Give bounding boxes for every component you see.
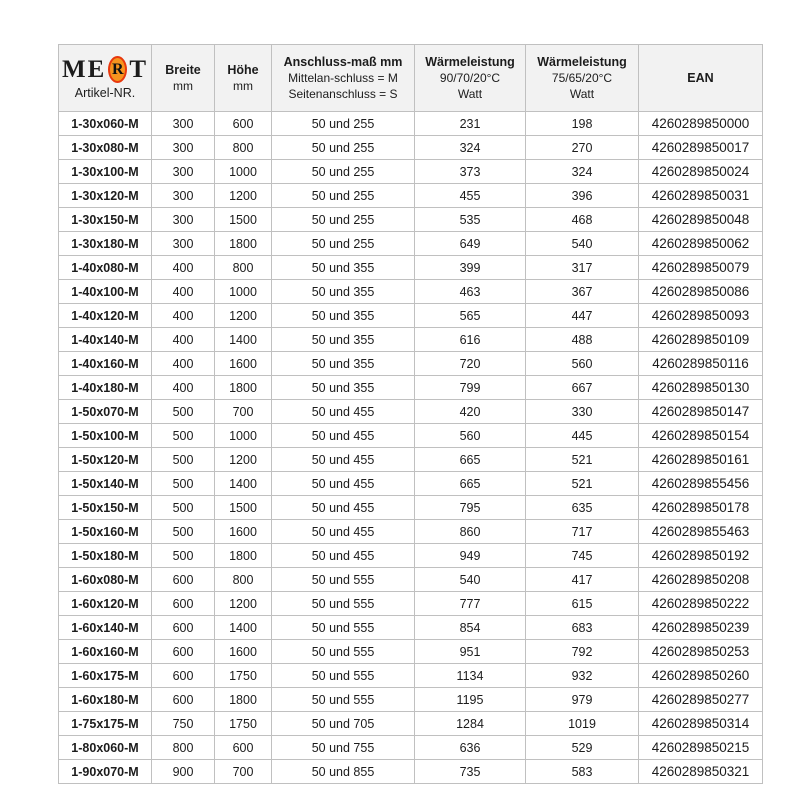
cell-ean: 4260289850178 [639, 496, 763, 520]
cell-ean: 4260289850321 [639, 760, 763, 784]
cell-artikel: 1-40x180-M [59, 376, 152, 400]
cell-breite: 800 [152, 736, 215, 760]
cell-breite: 400 [152, 280, 215, 304]
cell-anschluss: 50 und 455 [272, 544, 415, 568]
cell-ean: 4260289850215 [639, 736, 763, 760]
cell-artikel: 1-40x100-M [59, 280, 152, 304]
cell-hoehe: 800 [215, 568, 272, 592]
cell-hoehe: 1600 [215, 352, 272, 376]
cell-breite: 600 [152, 616, 215, 640]
cell-ean: 4260289850116 [639, 352, 763, 376]
cell-watt9070: 949 [415, 544, 526, 568]
table-row [59, 448, 763, 472]
cell-watt9070: 455 [415, 184, 526, 208]
cell-anschluss: 50 und 455 [272, 400, 415, 424]
cell-watt9070: 854 [415, 616, 526, 640]
cell-artikel: 1-60x140-M [59, 616, 152, 640]
cell-watt7565: 324 [526, 160, 639, 184]
table-row [59, 352, 763, 376]
cell-watt9070: 463 [415, 280, 526, 304]
cell-watt9070: 1134 [415, 664, 526, 688]
cell-watt7565: 317 [526, 256, 639, 280]
waerme9070-temp: 90/70/20°C [439, 71, 501, 85]
header-artikel-nr [59, 45, 152, 112]
cell-hoehe: 1500 [215, 208, 272, 232]
waerme7565-watt: Watt [569, 87, 595, 101]
table-row [59, 736, 763, 760]
cell-hoehe: 1750 [215, 712, 272, 736]
cell-breite: 600 [152, 664, 215, 688]
cell-breite: 300 [152, 160, 215, 184]
header-hoehe [215, 45, 272, 112]
cell-hoehe: 1500 [215, 496, 272, 520]
cell-breite: 600 [152, 640, 215, 664]
cell-breite: 400 [152, 328, 215, 352]
cell-hoehe: 1800 [215, 688, 272, 712]
table-row [59, 376, 763, 400]
cell-artikel: 1-30x100-M [59, 160, 152, 184]
cell-watt7565: 447 [526, 304, 639, 328]
cell-watt9070: 636 [415, 736, 526, 760]
cell-ean: 4260289850239 [639, 616, 763, 640]
header-waermeleistung-9070 [415, 45, 526, 112]
table-row [59, 280, 763, 304]
cell-artikel: 1-50x120-M [59, 448, 152, 472]
cell-hoehe: 1600 [215, 520, 272, 544]
product-spec-table [58, 44, 763, 784]
cell-watt7565: 745 [526, 544, 639, 568]
cell-breite: 400 [152, 352, 215, 376]
cell-watt7565: 417 [526, 568, 639, 592]
table-row [59, 496, 763, 520]
breite-unit: mm [173, 79, 193, 93]
cell-artikel: 1-75x175-M [59, 712, 152, 736]
cell-artikel: 1-60x180-M [59, 688, 152, 712]
cell-breite: 500 [152, 448, 215, 472]
cell-hoehe: 800 [215, 256, 272, 280]
cell-hoehe: 1200 [215, 184, 272, 208]
anschluss-line2: Mittelan-schluss = M [288, 71, 398, 85]
cell-ean: 4260289850000 [639, 112, 763, 136]
cell-anschluss: 50 und 355 [272, 352, 415, 376]
cell-watt7565: 583 [526, 760, 639, 784]
cell-ean: 4260289850222 [639, 592, 763, 616]
cell-anschluss: 50 und 555 [272, 664, 415, 688]
anschluss-line3: Seitenanschluss = S [288, 87, 398, 101]
waerme7565-temp: 75/65/20°C [551, 71, 613, 85]
hoehe-title: Höhe [227, 63, 259, 77]
cell-watt7565: 667 [526, 376, 639, 400]
cell-anschluss: 50 und 355 [272, 304, 415, 328]
cell-watt7565: 717 [526, 520, 639, 544]
cell-watt7565: 521 [526, 472, 639, 496]
cell-watt7565: 792 [526, 640, 639, 664]
cell-anschluss: 50 und 255 [272, 232, 415, 256]
cell-hoehe: 1000 [215, 280, 272, 304]
table-row [59, 424, 763, 448]
cell-watt7565: 396 [526, 184, 639, 208]
cell-ean: 4260289850277 [639, 688, 763, 712]
cell-anschluss: 50 und 255 [272, 136, 415, 160]
cell-anschluss: 50 und 455 [272, 520, 415, 544]
cell-anschluss: 50 und 255 [272, 184, 415, 208]
cell-artikel: 1-30x060-M [59, 112, 152, 136]
header-ean [639, 45, 763, 112]
cell-ean: 4260289850024 [639, 160, 763, 184]
cell-anschluss: 50 und 555 [272, 640, 415, 664]
cell-watt9070: 795 [415, 496, 526, 520]
cell-breite: 900 [152, 760, 215, 784]
header-breite [152, 45, 215, 112]
cell-hoehe: 1400 [215, 472, 272, 496]
cell-breite: 400 [152, 256, 215, 280]
cell-hoehe: 1800 [215, 544, 272, 568]
cell-ean: 4260289850208 [639, 568, 763, 592]
cell-watt9070: 540 [415, 568, 526, 592]
cell-anschluss: 50 und 755 [272, 736, 415, 760]
cell-watt7565: 445 [526, 424, 639, 448]
waerme9070-watt: Watt [457, 87, 483, 101]
cell-watt7565: 270 [526, 136, 639, 160]
cell-anschluss: 50 und 455 [272, 472, 415, 496]
logo-letter-r: R [112, 60, 124, 78]
cell-artikel: 1-50x180-M [59, 544, 152, 568]
cell-ean: 4260289850017 [639, 136, 763, 160]
cell-watt9070: 373 [415, 160, 526, 184]
cell-hoehe: 700 [215, 760, 272, 784]
cell-artikel: 1-80x060-M [59, 736, 152, 760]
cell-artikel: 1-60x175-M [59, 664, 152, 688]
cell-watt9070: 720 [415, 352, 526, 376]
cell-anschluss: 50 und 255 [272, 208, 415, 232]
cell-watt7565: 330 [526, 400, 639, 424]
logo-text-me: ME [62, 56, 107, 83]
cell-artikel: 1-40x120-M [59, 304, 152, 328]
cell-breite: 500 [152, 472, 215, 496]
table-row [59, 184, 763, 208]
cell-watt9070: 735 [415, 760, 526, 784]
cell-artikel: 1-60x160-M [59, 640, 152, 664]
table-row [59, 136, 763, 160]
cell-breite: 600 [152, 592, 215, 616]
cell-watt7565: 615 [526, 592, 639, 616]
cell-ean: 4260289850253 [639, 640, 763, 664]
cell-anschluss: 50 und 705 [272, 712, 415, 736]
cell-watt9070: 231 [415, 112, 526, 136]
cell-hoehe: 1750 [215, 664, 272, 688]
cell-breite: 500 [152, 544, 215, 568]
cell-anschluss: 50 und 355 [272, 256, 415, 280]
table-row [59, 304, 763, 328]
header-anschluss [272, 45, 415, 112]
cell-hoehe: 1200 [215, 304, 272, 328]
cell-hoehe: 1400 [215, 328, 272, 352]
cell-artikel: 1-50x100-M [59, 424, 152, 448]
cell-watt7565: 521 [526, 448, 639, 472]
cell-ean: 4260289850147 [639, 400, 763, 424]
cell-artikel: 1-60x120-M [59, 592, 152, 616]
cell-watt9070: 616 [415, 328, 526, 352]
cell-breite: 500 [152, 496, 215, 520]
cell-watt9070: 324 [415, 136, 526, 160]
table-row [59, 400, 763, 424]
cell-artikel: 1-40x160-M [59, 352, 152, 376]
cell-ean: 4260289850093 [639, 304, 763, 328]
cell-hoehe: 1600 [215, 640, 272, 664]
table-row [59, 328, 763, 352]
cell-watt9070: 665 [415, 448, 526, 472]
cell-breite: 300 [152, 112, 215, 136]
cell-breite: 500 [152, 520, 215, 544]
cell-watt9070: 665 [415, 472, 526, 496]
table-row [59, 544, 763, 568]
cell-anschluss: 50 und 455 [272, 424, 415, 448]
header-row [59, 45, 763, 112]
cell-watt9070: 420 [415, 400, 526, 424]
hoehe-unit: mm [233, 79, 253, 93]
cell-watt9070: 565 [415, 304, 526, 328]
cell-watt7565: 529 [526, 736, 639, 760]
cell-watt7565: 683 [526, 616, 639, 640]
cell-anschluss: 50 und 455 [272, 448, 415, 472]
cell-artikel: 1-30x150-M [59, 208, 152, 232]
table-row [59, 232, 763, 256]
cell-hoehe: 1800 [215, 232, 272, 256]
table-row [59, 592, 763, 616]
cell-watt7565: 560 [526, 352, 639, 376]
anschluss-title: Anschluss-maß mm [283, 55, 403, 69]
cell-ean: 4260289850031 [639, 184, 763, 208]
cell-breite: 300 [152, 184, 215, 208]
cell-artikel: 1-30x120-M [59, 184, 152, 208]
cell-artikel: 1-30x180-M [59, 232, 152, 256]
cell-hoehe: 1200 [215, 448, 272, 472]
cell-hoehe: 700 [215, 400, 272, 424]
table-row [59, 568, 763, 592]
cell-breite: 300 [152, 136, 215, 160]
cell-watt7565: 979 [526, 688, 639, 712]
table-row [59, 112, 763, 136]
cell-artikel: 1-50x140-M [59, 472, 152, 496]
table-row [59, 640, 763, 664]
cell-artikel: 1-30x080-M [59, 136, 152, 160]
cell-watt7565: 488 [526, 328, 639, 352]
cell-ean: 4260289855463 [639, 520, 763, 544]
cell-watt9070: 535 [415, 208, 526, 232]
cell-artikel: 1-50x160-M [59, 520, 152, 544]
logo-r-badge-icon [108, 56, 127, 83]
cell-anschluss: 50 und 555 [272, 688, 415, 712]
cell-artikel: 1-90x070-M [59, 760, 152, 784]
table-row [59, 664, 763, 688]
table-body [59, 112, 763, 784]
cell-watt9070: 1195 [415, 688, 526, 712]
cell-watt7565: 540 [526, 232, 639, 256]
cell-breite: 600 [152, 688, 215, 712]
table-row [59, 520, 763, 544]
cell-ean: 4260289855456 [639, 472, 763, 496]
table-row [59, 712, 763, 736]
cell-watt9070: 399 [415, 256, 526, 280]
cell-ean: 4260289850192 [639, 544, 763, 568]
cell-ean: 4260289850062 [639, 232, 763, 256]
cell-hoehe: 600 [215, 112, 272, 136]
cell-hoehe: 1000 [215, 160, 272, 184]
cell-watt9070: 649 [415, 232, 526, 256]
cell-watt9070: 860 [415, 520, 526, 544]
cell-watt7565: 367 [526, 280, 639, 304]
waerme9070-title: Wärmeleistung [425, 55, 515, 69]
cell-artikel: 1-60x080-M [59, 568, 152, 592]
breite-title: Breite [165, 63, 201, 77]
table-row [59, 472, 763, 496]
cell-watt7565: 468 [526, 208, 639, 232]
cell-artikel: 1-40x080-M [59, 256, 152, 280]
table-row [59, 256, 763, 280]
cell-artikel: 1-40x140-M [59, 328, 152, 352]
cell-ean: 4260289850260 [639, 664, 763, 688]
cell-breite: 400 [152, 304, 215, 328]
cell-hoehe: 1400 [215, 616, 272, 640]
cell-anschluss: 50 und 255 [272, 112, 415, 136]
cell-watt9070: 560 [415, 424, 526, 448]
waerme7565-title: Wärmeleistung [537, 55, 627, 69]
cell-watt7565: 198 [526, 112, 639, 136]
cell-anschluss: 50 und 555 [272, 616, 415, 640]
cell-breite: 300 [152, 232, 215, 256]
table-row [59, 616, 763, 640]
cell-artikel: 1-50x070-M [59, 400, 152, 424]
cell-ean: 4260289850048 [639, 208, 763, 232]
cell-breite: 500 [152, 424, 215, 448]
cell-anschluss: 50 und 355 [272, 280, 415, 304]
cell-breite: 750 [152, 712, 215, 736]
cell-hoehe: 1800 [215, 376, 272, 400]
cell-watt9070: 777 [415, 592, 526, 616]
cell-watt9070: 951 [415, 640, 526, 664]
table-row [59, 208, 763, 232]
cell-watt9070: 1284 [415, 712, 526, 736]
artikel-nr-label: Artikel-NR. [74, 86, 136, 100]
cell-watt7565: 1019 [526, 712, 639, 736]
cell-ean: 4260289850314 [639, 712, 763, 736]
cell-anschluss: 50 und 555 [272, 592, 415, 616]
cell-ean: 4260289850161 [639, 448, 763, 472]
table-row [59, 760, 763, 784]
cell-anschluss: 50 und 555 [272, 568, 415, 592]
cell-watt7565: 635 [526, 496, 639, 520]
cell-anschluss: 50 und 855 [272, 760, 415, 784]
cell-ean: 4260289850130 [639, 376, 763, 400]
cell-breite: 500 [152, 400, 215, 424]
cell-anschluss: 50 und 355 [272, 376, 415, 400]
cell-hoehe: 800 [215, 136, 272, 160]
cell-hoehe: 600 [215, 736, 272, 760]
table-row [59, 160, 763, 184]
logo-text-t: T [129, 56, 148, 83]
cell-breite: 600 [152, 568, 215, 592]
cell-ean: 4260289850154 [639, 424, 763, 448]
cell-breite: 400 [152, 376, 215, 400]
cell-hoehe: 1000 [215, 424, 272, 448]
ean-title: EAN [687, 71, 714, 85]
cell-ean: 4260289850086 [639, 280, 763, 304]
cell-hoehe: 1200 [215, 592, 272, 616]
cell-watt9070: 799 [415, 376, 526, 400]
cell-anschluss: 50 und 455 [272, 496, 415, 520]
table-row [59, 688, 763, 712]
header-waermeleistung-7565 [526, 45, 639, 112]
cell-breite: 300 [152, 208, 215, 232]
cell-ean: 4260289850079 [639, 256, 763, 280]
cell-watt7565: 932 [526, 664, 639, 688]
mert-logo [62, 56, 148, 83]
cell-anschluss: 50 und 255 [272, 160, 415, 184]
cell-artikel: 1-50x150-M [59, 496, 152, 520]
cell-ean: 4260289850109 [639, 328, 763, 352]
cell-anschluss: 50 und 355 [272, 328, 415, 352]
